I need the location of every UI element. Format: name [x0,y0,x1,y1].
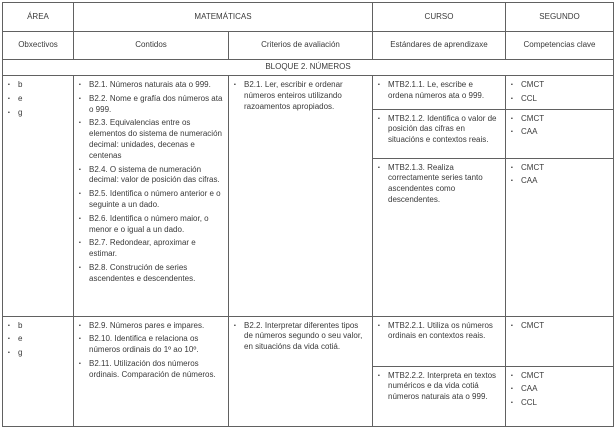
criterio-item-text: B2.2. Interpretar diferentes tipos de números segundo o seu valor, en situacións da vida cotiá. [244,320,363,352]
bullet-icon: ▪ [511,400,513,407]
header-area: ÁREA [3,3,74,32]
bloque-row [3,60,614,76]
obxectivo-item-text: e [18,93,23,103]
contido-item [79,334,223,356]
estandar-item-text: MTB2.1.1. Le, escribe e ordena números ata o 999. [388,80,485,100]
bullet-icon: ▪ [79,360,81,367]
bullet-icon: ▪ [79,322,81,329]
estandar-item [378,80,500,102]
bullet-icon: ▪ [511,372,513,379]
obxectivos-cell [3,76,74,317]
column-header-estandares: Estándares de aprendizaxe [373,32,506,60]
obxectivo-item-text: e [18,334,23,344]
bullet-icon: ▪ [79,264,81,271]
contido-item-text: B2.9. Números pares e impares. [89,320,205,330]
contido-item [79,165,223,187]
bullet-icon: ▪ [79,166,81,173]
bullet-icon: ▪ [79,120,81,127]
obxectivo-item-text: b [18,80,23,89]
table-row [3,316,614,366]
competencia-item [511,94,608,105]
contido-item-text: B2.7. Redondear, aproximar e estimar. [89,238,196,259]
column-header-competencias: Competencias clave [506,32,614,60]
column-header-contidos: Contidos [74,32,229,60]
estandar-cell [373,366,506,426]
contido-item-text: B2.3. Equivalencias entre os elementos do sistema de numeración decimal: unidades, decenas e centenas [89,118,222,160]
contido-item-text: B2.6. Identifica o número maior, o menor e o igual a un dado. [89,213,209,234]
contido-item [79,359,223,381]
bullet-icon: ▪ [8,336,10,343]
obxectivo-item [8,94,68,105]
bullet-icon: ▪ [8,350,10,357]
criterios-cell [229,76,373,317]
column-header-obxectivos: Obxectivos [3,32,74,60]
bullet-icon: ▪ [511,82,513,88]
competencias-cell [506,109,614,158]
estandar-item-text: MTB2.2.1. Utiliza os números ordinais en contextos reais. [388,320,493,341]
contido-item-text: B2.10. Identifica e relaciona os números ordinais do 1º ao 10º. [89,334,199,355]
estandar-item-text: MTB2.1.2. Identifica o valor de posición das cifras en situacións e contextos reais. [388,113,497,145]
criterio-item [234,80,367,112]
estandar-item [378,321,500,343]
estandar-item [378,371,500,403]
contido-item [79,321,223,332]
contido-item-text: B2.8. Construción de series ascendentes e descendentes. [89,262,196,283]
contido-item [79,214,223,236]
header-row-top [3,3,614,32]
competencias-cell [506,366,614,426]
header-curso-value: SEGUNDO [506,3,614,32]
bullet-icon: ▪ [8,322,10,329]
contido-item [79,80,223,91]
bullet-icon: ▪ [511,386,513,393]
criterios-cell [229,316,373,426]
bullet-icon: ▪ [511,322,513,329]
table-body [3,76,614,427]
bullet-icon: ▪ [378,115,380,122]
estandar-cell [373,158,506,316]
contido-item [79,238,223,260]
bullet-icon: ▪ [79,336,81,343]
obxectivo-item [8,80,68,91]
competencia-item [511,176,608,187]
bullet-icon: ▪ [511,95,513,102]
bullet-icon: ▪ [378,322,380,329]
bullet-icon: ▪ [79,215,81,222]
bullet-icon: ▪ [511,129,513,136]
bullet-icon: ▪ [8,82,10,88]
competencia-item [511,321,608,332]
bullet-icon: ▪ [378,164,380,171]
competencia-item-text: CCL [521,93,538,103]
bullet-icon: ▪ [79,191,81,198]
bullet-icon: ▪ [511,164,513,171]
estandar-item-text: MTB2.1.3. Realiza correctamente series tanto ascendentes como descendentes. [388,162,483,204]
criterio-item [234,321,367,353]
criterio-item-text: B2.1. Ler, escribir e ordenar números enteiros utilizando razoamentos apropiados. [244,80,343,111]
bloque-title: BLOQUE 2. NÚMEROS [3,60,614,76]
bullet-icon: ▪ [511,178,513,185]
competencia-item [511,398,608,409]
competencia-item [511,371,608,382]
competencia-item-text: CAA [521,127,538,137]
bullet-icon: ▪ [79,95,81,102]
competencias-cell [506,76,614,110]
competencia-item-text: CMCT [521,370,545,380]
contido-item [79,118,223,161]
competencia-item-text: CMCT [521,162,545,172]
competencia-item-text: CCL [521,398,538,408]
contido-item [79,263,223,285]
estandar-item [378,163,500,206]
contido-item-text: B2.2. Nome e grafía dos números ata o 999. [89,93,223,114]
competencia-item-text: CMCT [521,113,545,123]
contido-item-text: B2.5. Identifica o número anterior e o seguinte a un dado. [89,189,221,209]
contido-item-text: B2.11. Utilización dos números ordinais. Comparación de números. [89,358,216,379]
competencia-item-text: CAA [521,384,538,394]
obxectivo-item [8,348,68,359]
estandar-cell [373,316,506,366]
obxectivo-item-text: g [18,107,23,117]
bullet-icon: ▪ [234,82,236,88]
obxectivo-item [8,108,68,119]
bullet-icon: ▪ [8,95,10,102]
contido-item-text: B2.1. Números naturais ata o 999. [89,80,211,89]
estandar-cell [373,109,506,158]
contidos-cell [74,316,229,426]
column-header-criterios: Criterios de avaliación [229,32,373,60]
bullet-icon: ▪ [378,82,380,88]
competencias-cell [506,316,614,366]
obxectivos-cell [3,316,74,426]
bullet-icon: ▪ [8,109,10,116]
header-row-columns [3,32,614,60]
estandar-item [378,114,500,146]
contido-item [79,189,223,211]
obxectivo-item [8,321,68,332]
obxectivo-item-text: g [18,348,23,358]
bullet-icon: ▪ [79,240,81,247]
competencia-item-text: CMCT [521,80,545,89]
contido-item-text: B2.4. O sistema de numeración decimal: valor de posición das cifras. [89,164,220,185]
estandar-item-text: MTB2.2.2. Interpreta en textos numéricos e da vida cotiá números naturais ata o 999. [388,370,497,402]
header-curso-label: CURSO [373,3,506,32]
obxectivo-item [8,334,68,345]
table-row [3,76,614,110]
obxectivo-item-text: b [18,320,23,330]
competencia-item [511,80,608,91]
competencia-item [511,384,608,395]
competencia-item-text: CMCT [521,320,545,330]
competencias-cell [506,158,614,316]
bullet-icon: ▪ [511,115,513,122]
competencia-item [511,114,608,125]
competencia-item [511,163,608,174]
competencia-item-text: CAA [521,176,538,186]
competencia-item [511,127,608,138]
curriculum-table [2,2,614,427]
estandar-cell [373,76,506,110]
bullet-icon: ▪ [234,322,236,329]
bullet-icon: ▪ [378,372,380,379]
bullet-icon: ▪ [79,82,81,88]
contido-item [79,94,223,116]
header-materia: MATEMÁTICAS [74,3,373,32]
contidos-cell [74,76,229,317]
